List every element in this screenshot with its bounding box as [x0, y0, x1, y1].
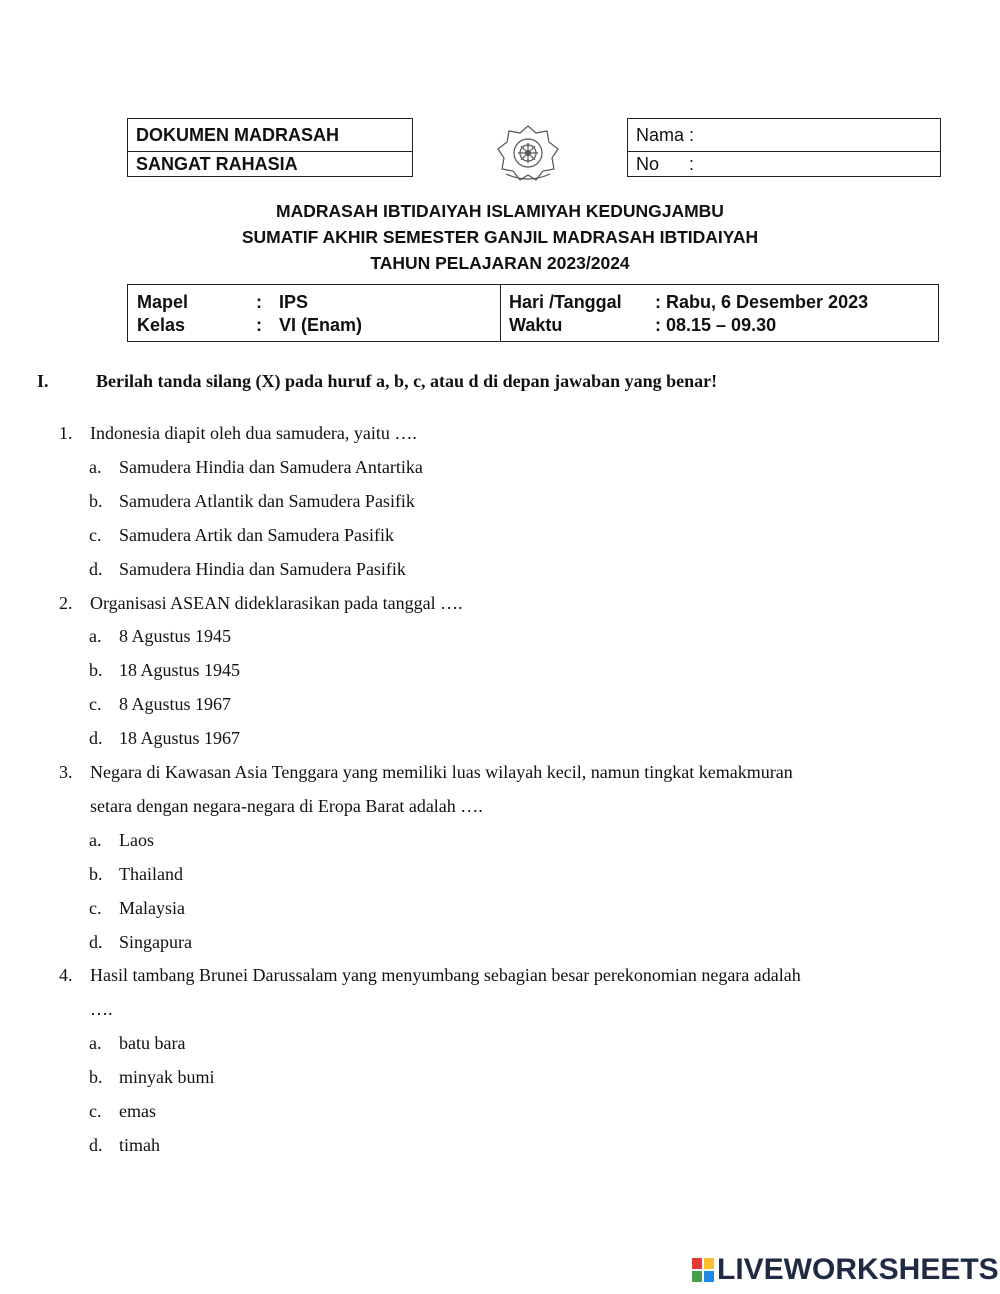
- option-text: Thailand: [119, 863, 183, 884]
- option-text: Samudera Hindia dan Samudera Antartika: [119, 456, 423, 477]
- liveworksheets-logo-text: LIVEWORKSHEETS: [717, 1253, 999, 1286]
- option-letter[interactable]: c.: [89, 1101, 102, 1121]
- option-text: 18 Agustus 1967: [119, 728, 241, 749]
- option-letter[interactable]: d.: [89, 728, 103, 749]
- question-text: setara dengan negara-negara di Eropa Barat adalah ….: [90, 795, 483, 816]
- question-text: Organisasi ASEAN dideklarasikan pada tanggal ….: [90, 592, 463, 613]
- option-letter[interactable]: b.: [89, 1067, 103, 1088]
- option-text: minyak bumi: [119, 1067, 215, 1088]
- option-letter[interactable]: a.: [89, 829, 102, 850]
- question-number: 3.: [59, 762, 73, 782]
- option-letter[interactable]: c.: [89, 524, 102, 545]
- option-letter[interactable]: c.: [89, 897, 102, 918]
- time-value: : 08.15 – 09.30: [655, 315, 777, 335]
- option-letter[interactable]: c.: [89, 694, 102, 715]
- exam-title: SUMATIF AKHIR SEMESTER GANJIL MADRASAH IBTIDAIYAH: [241, 227, 759, 247]
- class-separator: :: [256, 315, 262, 335]
- number-field-label: No :: [636, 154, 695, 174]
- class-value: VI (Enam): [279, 315, 363, 335]
- question-text: Indonesia diapit oleh dua samudera, yaitu ….: [90, 423, 417, 443]
- question-text: ….: [90, 999, 113, 1020]
- option-text: Samudera Hindia dan Samudera Pasifik: [119, 558, 406, 579]
- subject-label: Mapel: [137, 292, 189, 312]
- secrecy-label: SANGAT RAHASIA: [136, 154, 298, 174]
- option-letter[interactable]: d.: [89, 1134, 103, 1155]
- student-identity-box: [627, 118, 941, 177]
- school-name-title: MADRASAH IBTIDAIYAH ISLAMIYAH KEDUNGJAMBU: [276, 201, 724, 221]
- option-text: emas: [119, 1101, 156, 1121]
- option-text: Samudera Atlantik dan Samudera Pasifik: [119, 490, 415, 511]
- option-text: Laos: [119, 829, 154, 850]
- option-text: 18 Agustus 1945: [119, 660, 241, 681]
- document-classification-box: [127, 118, 413, 177]
- document-label: DOKUMEN MADRASAH: [128, 121, 412, 152]
- exam-info-table: [127, 284, 939, 342]
- section-number: I.: [37, 371, 49, 391]
- option-letter[interactable]: a.: [89, 1033, 102, 1054]
- subject-separator: :: [256, 292, 262, 312]
- option-letter[interactable]: b.: [89, 660, 103, 681]
- section-instruction: Berilah tanda silang (X) pada huruf a, b, c, atau d di depan jawaban yang benar!: [96, 371, 718, 391]
- info-table-divider: [500, 285, 501, 341]
- option-letter[interactable]: b.: [89, 863, 103, 884]
- question-text: Negara di Kawasan Asia Tenggara yang memiliki luas wilayah kecil, namun tingkat kemakmuran: [90, 762, 793, 782]
- question-number: 4.: [59, 965, 73, 986]
- option-text: Singapura: [119, 931, 192, 952]
- name-field-label: Nama :: [628, 121, 940, 152]
- option-text: batu bara: [119, 1033, 186, 1054]
- option-text: 8 Agustus 1945: [119, 626, 232, 647]
- question-text: Hasil tambang Brunei Darussalam yang menyumbang sebagian besar perekonomian negara adalah: [90, 965, 801, 986]
- academic-year-title: TAHUN PELAJARAN 2023/2024: [370, 253, 630, 273]
- option-letter[interactable]: a.: [89, 456, 102, 477]
- option-letter[interactable]: d.: [89, 558, 103, 579]
- liveworksheets-watermark: [692, 1252, 999, 1288]
- option-text: timah: [119, 1134, 160, 1155]
- liveworksheets-logo-icon: [692, 1258, 714, 1282]
- option-text: Samudera Artik dan Samudera Pasifik: [119, 524, 394, 545]
- subject-value: IPS: [279, 292, 309, 312]
- option-letter[interactable]: d.: [89, 931, 103, 952]
- option-letter[interactable]: b.: [89, 490, 103, 511]
- date-value: : Rabu, 6 Desember 2023: [655, 292, 869, 312]
- option-text: 8 Agustus 1967: [119, 694, 232, 715]
- question-number: 1.: [59, 423, 73, 443]
- option-text: Malaysia: [119, 897, 185, 918]
- time-label: Waktu: [509, 315, 563, 335]
- date-label: Hari /Tanggal: [509, 292, 622, 312]
- class-label: Kelas: [137, 315, 186, 335]
- question-number: 2.: [59, 592, 73, 613]
- option-letter[interactable]: a.: [89, 626, 102, 647]
- madrasah-emblem-icon: [496, 124, 560, 184]
